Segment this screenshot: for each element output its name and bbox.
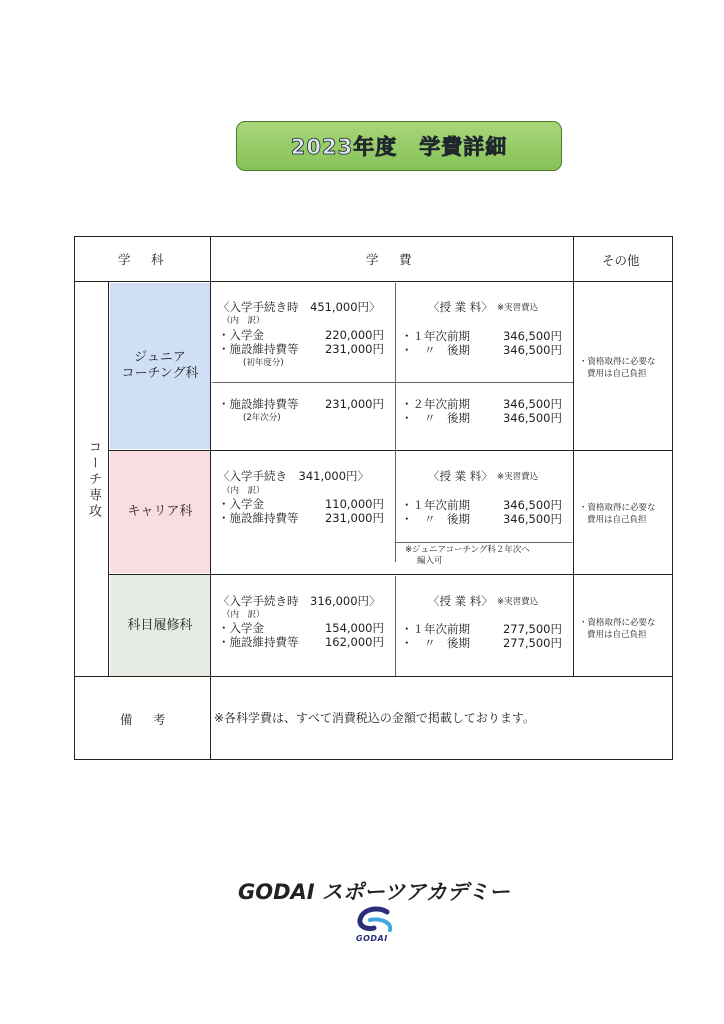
header-fees: 学 費 — [366, 252, 416, 267]
course-cell-career — [110, 451, 210, 573]
subject-breakdown: （内 訳） — [222, 610, 265, 620]
career-tuition-header: 〈授 業 料〉 — [428, 469, 493, 483]
subject-item-value: 162,000円 — [324, 635, 384, 649]
junior-tuition-value: 346,500円 — [502, 343, 562, 357]
subject-admission: 〈入学手続き時 316,000円〉 — [218, 594, 381, 608]
career-transfer-line1: ※ジュニアコーチング科２年次へ — [405, 545, 530, 555]
course-name-junior-line1: ジュニア — [134, 350, 186, 365]
junior-year2-tuition-value: 346,500円 — [502, 411, 562, 425]
junior-other-line2: 費用は自己負担 — [587, 369, 647, 379]
subject-tuition-header: 〈授 業 料〉 — [428, 594, 493, 608]
career-item-value: 110,000円 — [324, 497, 384, 511]
subject-tuition-label: ・ 〃 後期 — [401, 636, 470, 650]
career-item-value: 231,000円 — [324, 511, 384, 525]
subject-item-label: ・施設維持費等 — [218, 635, 299, 649]
course-cell-junior — [110, 283, 210, 449]
junior-item-note: (初年度分) — [243, 358, 284, 368]
career-breakdown: （内 訳） — [222, 486, 265, 496]
junior-item-label: ・施設維持費等 — [218, 342, 299, 356]
junior-tuition-value: 346,500円 — [502, 329, 562, 343]
subject-item-label: ・入学金 — [218, 621, 264, 635]
junior-year2-tuition-label: ・ 〃 後期 — [401, 411, 470, 425]
junior-year2-label: ・施設維持費等 — [218, 397, 299, 411]
junior-breakdown: （内 訳） — [222, 316, 265, 326]
junior-year2-tuition-value: 346,500円 — [502, 397, 562, 411]
subject-tuition-note: ※実習費込 — [497, 597, 539, 607]
subject-other-line1: ・資格取得に必要な — [579, 618, 656, 628]
junior-year2-value: 231,000円 — [324, 397, 384, 411]
junior-item-value: 231,000円 — [324, 342, 384, 356]
remarks-text: ※各科学費は、すべて消費税込の金額で掲載しております。 — [214, 711, 535, 725]
career-tuition-label: ・ 〃 後期 — [401, 512, 470, 526]
junior-item-value: 220,000円 — [324, 328, 384, 342]
career-tuition-value: 346,500円 — [502, 512, 562, 526]
logo-text: GODAI — [356, 934, 388, 943]
subject-tuition-value: 277,500円 — [502, 636, 562, 650]
subject-tuition-value: 277,500円 — [502, 622, 562, 636]
career-tuition-note: ※実習費込 — [497, 472, 539, 482]
brand-name: GODAI スポーツアカデミー — [238, 880, 510, 904]
career-tuition-label: ・１年次前期 — [401, 498, 470, 512]
course-cell-subject — [110, 575, 210, 676]
page-title: 2023年度 学費詳細 — [290, 135, 508, 159]
course-name-junior-line2: コーチング科 — [121, 366, 199, 381]
career-tuition-value: 346,500円 — [502, 498, 562, 512]
junior-year2-note: (2年次分) — [243, 413, 281, 423]
course-name-career: キャリア科 — [127, 504, 193, 519]
junior-tuition-note: ※実習費込 — [497, 303, 539, 313]
career-admission: 〈入学手続き 341,000円〉 — [218, 469, 370, 483]
career-item-label: ・入学金 — [218, 497, 264, 511]
career-item-label: ・施設維持費等 — [218, 511, 299, 525]
career-other-line1: ・資格取得に必要な — [579, 503, 656, 513]
subject-other-line2: 費用は自己負担 — [587, 630, 647, 640]
junior-tuition-header: 〈授 業 料〉 — [428, 300, 493, 314]
junior-tuition-label: ・１年次前期 — [401, 329, 470, 343]
header-department: 学 科 — [118, 252, 168, 267]
career-other-line2: 費用は自己負担 — [587, 515, 647, 525]
junior-year2-tuition-label: ・２年次前期 — [401, 397, 470, 411]
godai-logo — [354, 906, 400, 950]
remarks-label: 備 考 — [120, 712, 170, 727]
junior-tuition-label: ・ 〃 後期 — [401, 343, 470, 357]
junior-item-label: ・入学金 — [218, 328, 264, 342]
subject-tuition-label: ・１年次前期 — [401, 622, 470, 636]
course-group-label: コーチ専攻 — [86, 440, 101, 520]
title-banner — [236, 121, 562, 171]
subject-item-value: 154,000円 — [324, 621, 384, 635]
career-transfer-line2: 編入可 — [417, 556, 443, 566]
junior-admission: 〈入学手続き時 451,000円〉 — [218, 300, 381, 314]
header-other: その他 — [602, 253, 640, 268]
course-name-subject: 科目履修科 — [127, 617, 193, 633]
junior-other-line1: ・資格取得に必要な — [579, 357, 656, 367]
